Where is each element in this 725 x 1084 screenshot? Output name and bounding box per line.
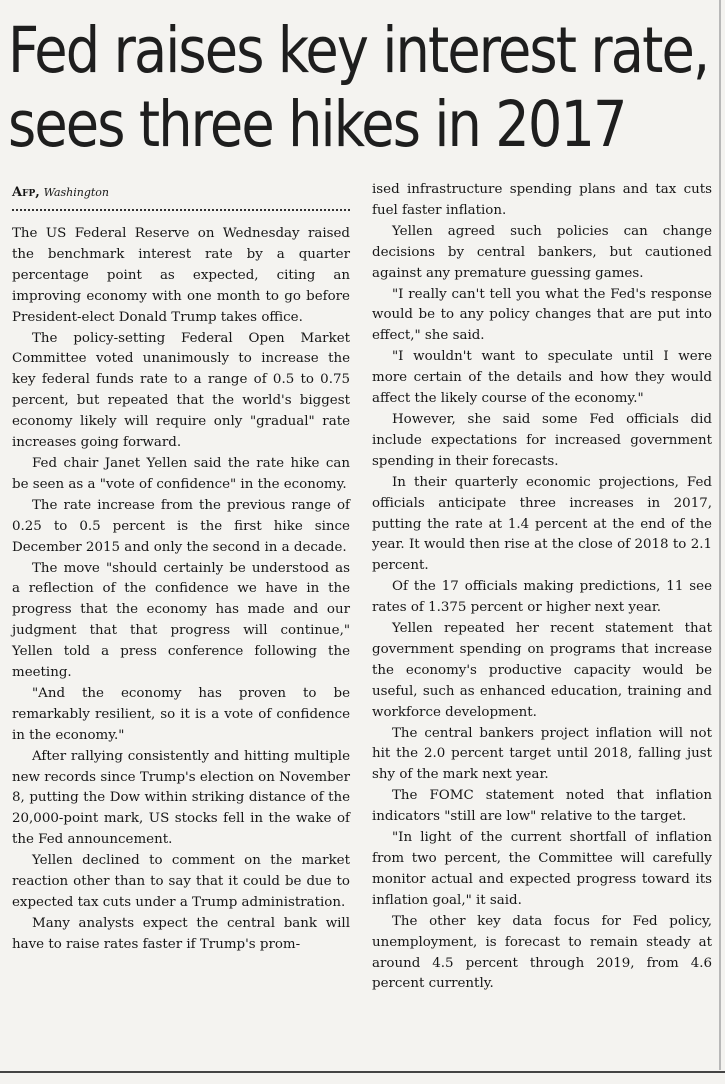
vertical-rule: [719, 0, 721, 1070]
paragraph: The central bankers project inflation will not hit the 2.0 percent target until 2018, falling just shy of the mark next year.: [372, 725, 712, 783]
paragraph: ised infrastructure spending plans and tax cuts fuel faster inflation.: [372, 182, 712, 218]
article-column-right: [372, 180, 712, 995]
headline-line-1: Fed raises key interest rate,: [8, 14, 709, 87]
article-column-left: [12, 224, 350, 956]
paragraph: Of the 17 officials making predictions, 11 see rates of 1.375 percent or higher next year.: [372, 579, 712, 616]
paragraph: Yellen repeated her recent statement that government spending on programs that increase the economy's productive capacity would be useful, such as enhanced education, training and workforce development.: [372, 621, 712, 720]
paragraph: Yellen agreed such policies can change decisions by central bankers, but cautioned against any premature guessing games.: [372, 223, 712, 281]
paragraph: The policy-setting Federal Open Market Committee voted unanimously to increase the key federal funds rate to a range of 0.5 to 0.75 percent, but repeated that the world's biggest economy likely will require only "gradual" rate increases going forward.: [12, 330, 350, 451]
paragraph: "And the economy has proven to be remarkably resilient, so it is a vote of confidence in the economy.": [12, 685, 350, 743]
paragraph: The US Federal Reserve on Wednesday raised the benchmark interest rate by a quarter percentage point as expected, citing an improving economy with one month to go before President-elect Donald Trump takes office.: [12, 226, 350, 325]
paragraph: Fed chair Janet Yellen said the rate hike can be seen as a "vote of confidence" in the economy.: [12, 455, 350, 492]
paragraph: The move "should certainly be understood as a reflection of the confidence we have in the progress that the economy has made and our judgment that that progress will continue," Yellen told a press conference following the meeting.: [12, 560, 350, 681]
paragraph: In their quarterly economic projections, Fed officials anticipate three increases in 2017, putting the rate at 1.4 percent at the end of the year. It would then rise at the close of 2018 to 2.1 percent.: [372, 474, 712, 574]
byline-place: Washington: [43, 186, 110, 199]
paragraph: After rallying consistently and hitting multiple new records since Trump's election on November 8, putting the Dow within striking distance of the 20,000-point mark, US stocks fell in the wake of the Fed announcement.: [12, 748, 350, 848]
paragraph: The rate increase from the previous range of 0.25 to 0.5 percent is the first hike since December 2015 and only the second in a decade.: [12, 497, 350, 555]
headline: [8, 14, 709, 162]
paragraph: "I really can't tell you what the Fed's response would be to any policy changes that are put into effect," she said.: [372, 286, 712, 344]
paragraph: "I wouldn't want to speculate until I were more certain of the details and how they would affect the likely course of the economy.": [372, 349, 712, 407]
paragraph: However, she said some Fed officials did include expectations for increased government spending in their forecasts.: [372, 411, 712, 469]
byline-agency: Afp,: [12, 185, 40, 200]
paragraph: Many analysts expect the central bank will have to raise rates faster if Trump's prom-: [12, 915, 350, 952]
dotted-divider: [12, 209, 350, 211]
paragraph: Yellen declined to comment on the market reaction other than to say that it could be due to expected tax cuts under a Trump administration.: [12, 853, 350, 910]
paragraph: The other key data focus for Fed policy, unemployment, is forecast to remain steady at around 4.5 percent through 2019, from 4.6 percent currently.: [372, 913, 712, 992]
paragraph: "In light of the current shortfall of inflation from two percent, the Committee will carefully monitor actual and expected progress toward its inflation goal," it said.: [372, 830, 712, 908]
paragraph: The FOMC statement noted that inflation indicators "still are low" relative to the target.: [372, 788, 712, 825]
byline: [12, 185, 109, 200]
headline-line-2: sees three hikes in 2017: [8, 88, 626, 161]
bottom-rule: [0, 1071, 725, 1073]
